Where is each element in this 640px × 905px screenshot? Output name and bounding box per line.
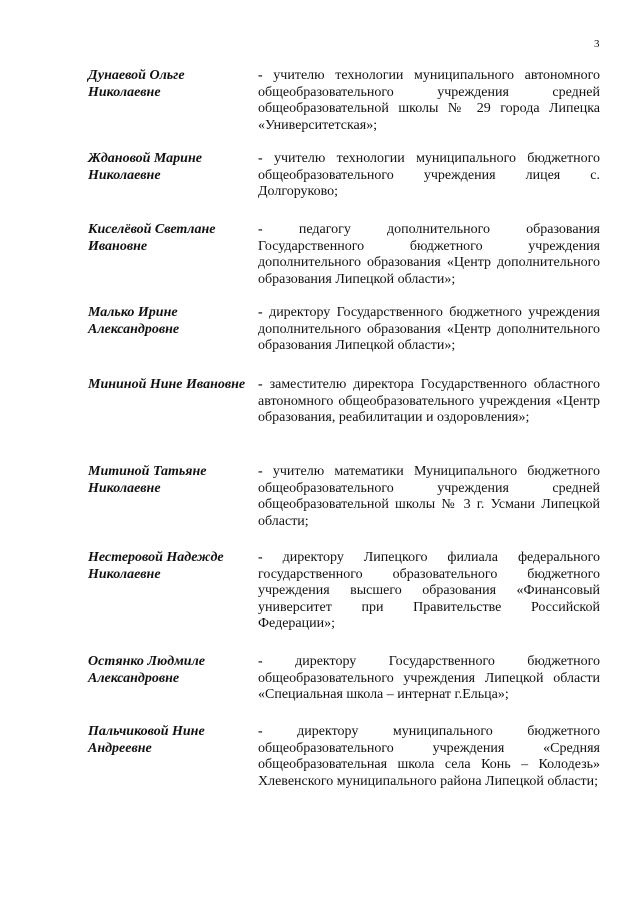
entry-dash: - [258, 550, 263, 565]
entry-description [258, 68, 600, 151]
entry-text: заместителю директора Государственного областного автономного общеобразовательного учреждения «Центр образования, реабилитации и оздоровления»; [258, 377, 600, 426]
entry-name: Малько Ирине Александровне [88, 305, 180, 337]
entry [88, 550, 602, 654]
entry-description [258, 654, 600, 724]
entry-description [258, 464, 600, 550]
entry-dash: - [258, 654, 263, 669]
page-number: 3 [594, 38, 600, 50]
entry-description [258, 377, 600, 464]
entry-text: учителю математики Муниципального бюджетного общеобразовательного учреждения средней общеобразовательной школы № 3 г. Усмани Липецкой области; [258, 464, 600, 529]
entry-name: Пальчиковой Нине Андреевне [88, 724, 205, 756]
entry-text: директору Государственного бюджетного учреждения дополнительного образования «Центр дополнительного образования Липецкой области»; [258, 305, 600, 354]
entry [88, 68, 602, 151]
entry-name: Дунаевой Ольге Николаевне [88, 68, 185, 100]
entry [88, 464, 602, 550]
entry-text: учителю технологии муниципального бюджетного общеобразовательного учреждения лицея с. Долгоруково; [258, 151, 600, 200]
entry [88, 305, 602, 377]
entry-dash: - [258, 68, 263, 83]
entry-name: Нестеровой Надежде Николаевне [88, 550, 224, 582]
entry [88, 377, 602, 464]
entry-dash: - [258, 464, 263, 479]
entry-name: Митиной Татьяне Николаевне [88, 464, 207, 496]
entry-name: Остянко Людмиле Александровне [88, 654, 205, 686]
entry-list [88, 68, 602, 790]
entry-text: педагогу дополнительного образования Государственного бюджетного учреждения дополнительного образования «Центр дополнительного образования Липецкой области»; [258, 222, 600, 287]
entry-name: Мининой Нине Ивановне [88, 377, 246, 392]
entry-dash: - [258, 377, 263, 392]
entry [88, 654, 602, 724]
entry-description [258, 550, 600, 654]
entry [88, 222, 602, 305]
entry-name: Ждановой Марине Николаевне [88, 151, 202, 183]
entry-text: директору Государственного бюджетного общеобразовательного учреждения Липецкой области «Специальная школа – интернат г.Ельца»; [258, 654, 600, 703]
entry-text: учителю технологии муниципального автономного общеобразовательного учреждения средней общеобразовательной школы № 29 города Липецка «Университетская»; [258, 68, 600, 133]
entry-dash: - [258, 151, 263, 166]
entry-description [258, 151, 600, 222]
entry-dash: - [258, 305, 263, 320]
entry-dash: - [258, 724, 263, 739]
entry [88, 151, 602, 222]
entry-description [258, 724, 600, 790]
entry-description [258, 305, 600, 377]
entry-text: директору Липецкого филиала федерального государственного образовательного бюджетного учреждения высшего образования «Финансовый университет при Правительстве Российской Федерации»; [258, 550, 600, 632]
entry-description [258, 222, 600, 305]
entry-dash: - [258, 222, 263, 237]
entry [88, 724, 602, 790]
entry-name: Киселёвой Светлане Ивановне [88, 222, 216, 254]
entry-text: директору муниципального бюджетного общеобразовательного учреждения «Средняя общеобразовательная школа села Конь – Колодезь» Хлевенского муниципального района Липецкой области; [258, 724, 600, 789]
